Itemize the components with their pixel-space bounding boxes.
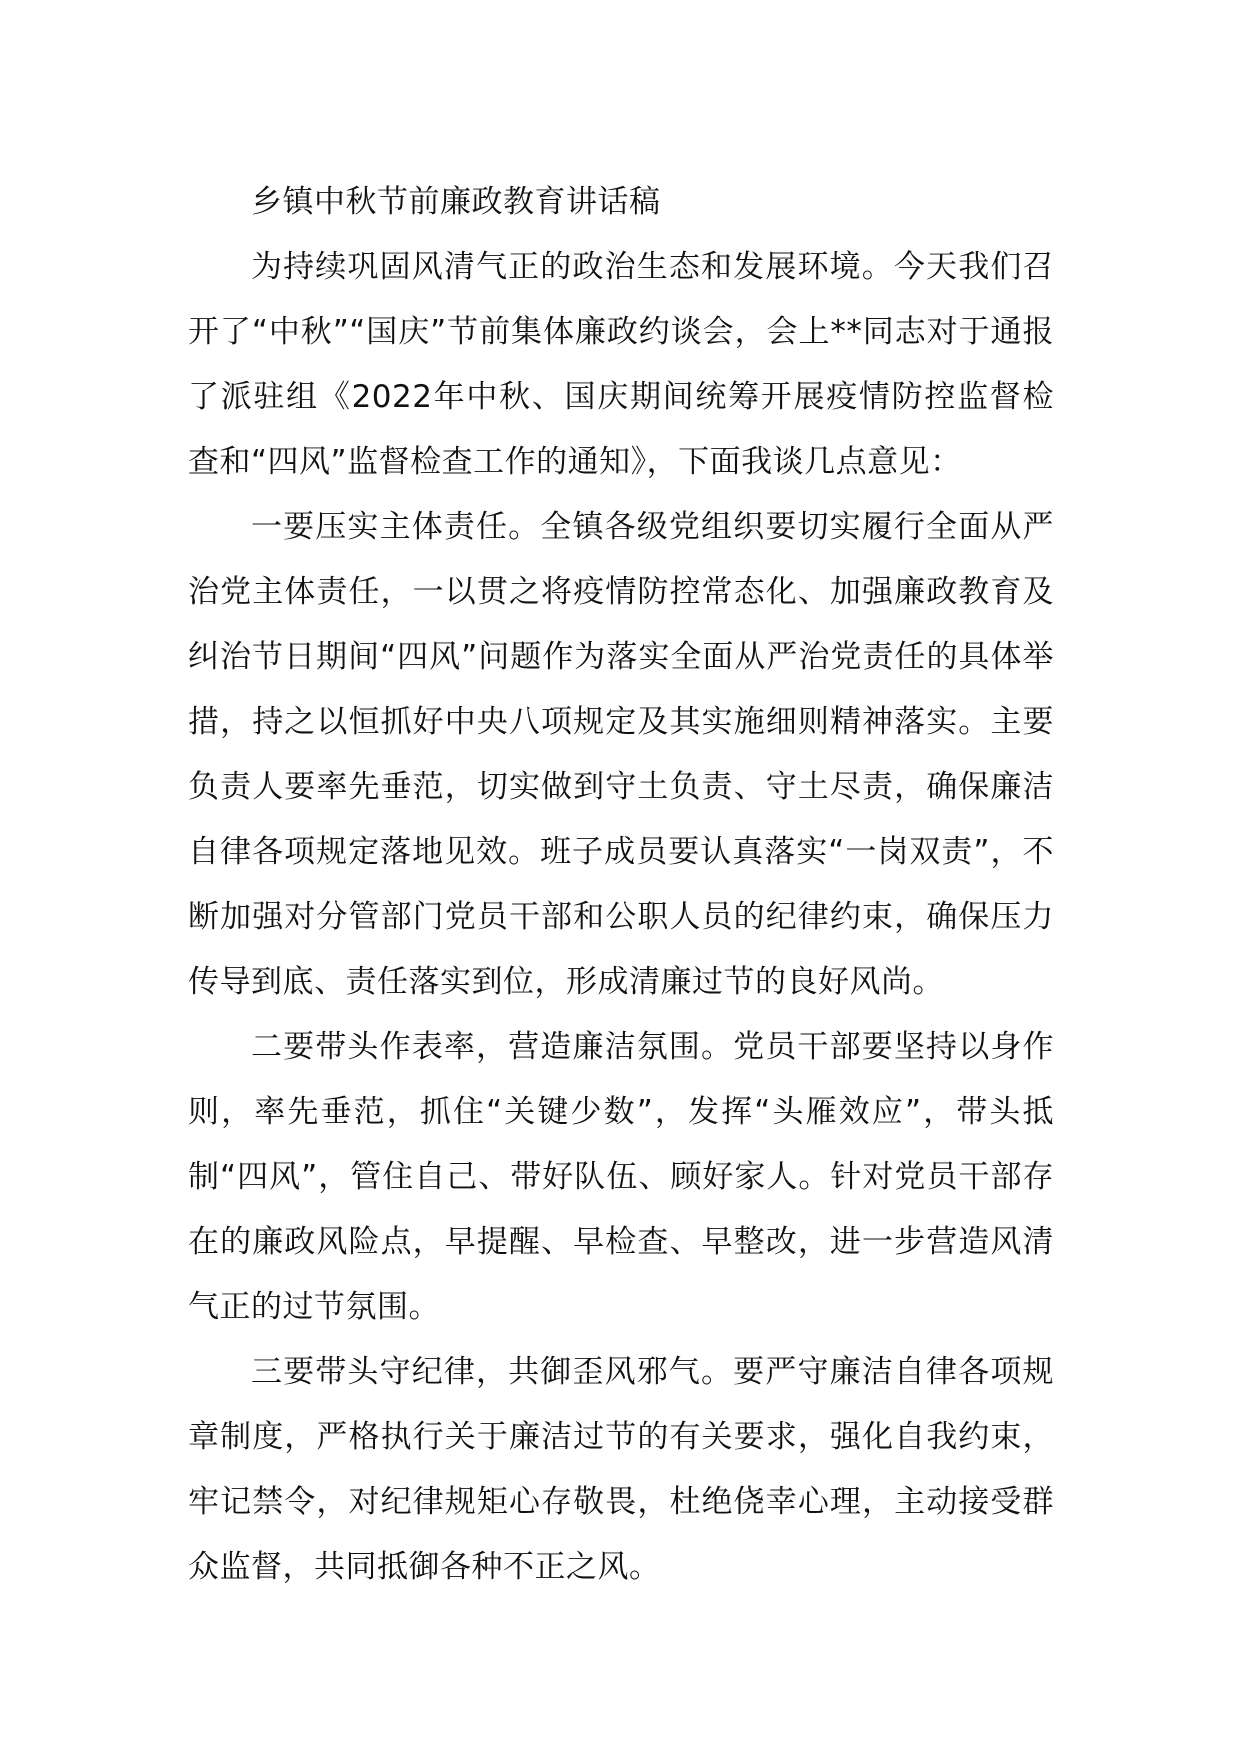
paragraph-point-two: 二要带头作表率，营造廉洁氛围。党员干部要坚持以身作则，率先垂范，抓住“关键少数”，发挥“头雁效应”，带头抵制“四风”，管住自己、带好队伍、顾好家人。针对党员干部存在的廉政风险点，早提醒、早检查、早整改，进一步营造风清气正的过节氛围。 <box>188 1029 1054 1325</box>
document-body <box>188 170 1054 1600</box>
paragraph-point-three: 三要带头守纪律，共御歪风邪气。要严守廉洁自律各项规章制度，严格执行关于廉洁过节的有关要求，强化自我约束，牢记禁令，对纪律规矩心存敬畏，杜绝侥幸心理，主动接受群众监督，共同抵御各种不正之风。 <box>188 1354 1054 1585</box>
paragraph-point-one: 一要压实主体责任。全镇各级党组织要切实履行全面从严治党主体责任，一以贯之将疫情防控常态化、加强廉政教育及纠治节日期间“四风”问题作为落实全面从严治党责任的具体举措，持之以恒抓好中央八项规定及其实施细则精神落实。主要负责人要率先垂范，切实做到守土负责、守土尽责，确保廉洁自律各项规定落地见效。班子成员要认真落实“一岗双责”，不断加强对分管部门党员干部和公职人员的纪律约束，确保压力传导到底、责任落实到位，形成清廉过节的良好风尚。 <box>188 509 1054 1000</box>
paragraph-intro: 为持续巩固风清气正的政治生态和发展环境。今天我们召开了“中秋”“国庆”节前集体廉政约谈会，会上**同志对于通报了派驻组《2022年中秋、国庆期间统筹开展疫情防控监督检查和“四风”监督检查工作的通知》，下面我谈几点意见： <box>188 249 1054 480</box>
document-title: 乡镇中秋节前廉政教育讲话稿 <box>251 184 661 220</box>
